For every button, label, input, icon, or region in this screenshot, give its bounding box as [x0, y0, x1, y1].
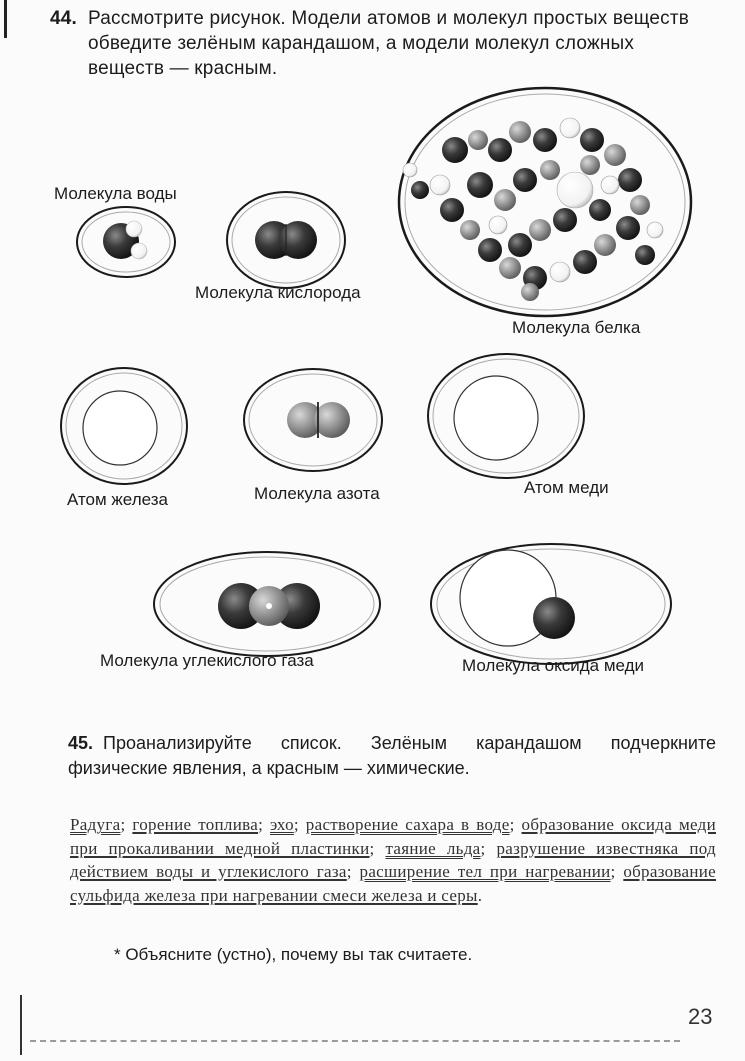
label-nitrogen-molecule: Молекула азота — [254, 484, 380, 503]
task-45-text: Проанализируйте список. Зелёным карандашом подчеркните физические явления, а красным — химические. — [68, 733, 716, 778]
task-45 — [68, 731, 716, 781]
water-molecule-model — [77, 207, 175, 277]
task-44-text: Рассмотрите рисунок. Модели атомов и молекул простых веществ обведите зелёным карандашом, а модели молекул сложных веществ — красным. — [88, 8, 690, 79]
label-protein-molecule: Молекула белка — [512, 318, 641, 337]
copper-atom-model — [428, 354, 584, 478]
label-water-molecule: Молекула воды — [54, 184, 177, 203]
explanation-note: * Объясните (устно), почему вы так считаете. — [114, 945, 473, 964]
label-oxygen-molecule: Молекула кислорода — [195, 283, 361, 302]
phenomenon-limestone-destruction: разрушение известняка под действием воды и углекислого газа — [70, 838, 716, 881]
phenomena-list: Радуга; горение топлива; эхо; растворение сахара в воде; образование оксида меди при прокаливании медной пластинки; таяние льда; разрушение известняка под действием воды и углекислого газа; расширение тел при нагревании; образование сульфида железа при нагревании смеси железа и серы. — [70, 815, 717, 905]
label-copper-oxide-molecule: Молекула оксида меди — [462, 656, 645, 675]
oxygen-molecule-model — [227, 192, 345, 288]
protein-molecule-model — [399, 88, 691, 316]
page-number: 23 — [688, 1004, 713, 1029]
label-co2-molecule: Молекула углекислого газа — [100, 651, 314, 670]
copper-oxide-molecule-model — [431, 544, 671, 664]
phenomenon-rainbow: Радуга — [70, 815, 121, 834]
iron-atom-model — [61, 368, 187, 484]
phenomenon-echo: эхо — [269, 815, 294, 834]
binding-mark-bottom — [20, 995, 22, 1055]
phenomenon-copper-oxide-formation: образование оксида меди при прокаливании медной пластинки — [70, 815, 716, 858]
phenomenon-ice-melting: таяние льда — [385, 838, 481, 858]
phenomenon-sugar-dissolving: растворение сахара в воде — [305, 815, 510, 834]
phenomenon-fuel-burning: горение топлива — [132, 815, 259, 834]
co2-molecule-model — [154, 552, 380, 656]
label-copper-atom: Атом меди — [524, 478, 609, 497]
label-iron-atom: Атом железа — [67, 490, 168, 509]
bottom-dotted-line — [30, 1040, 680, 1042]
phenomenon-iron-sulfide-formation: образование сульфида железа при нагревании смеси железа и серы — [70, 862, 717, 905]
nitrogen-molecule-model — [244, 369, 382, 471]
phenomenon-thermal-expansion: расширение тел при нагревании — [359, 862, 611, 881]
protein-atoms-cluster — [403, 118, 663, 301]
task-45-number: 45. — [68, 733, 94, 753]
task-44-number: 44. — [50, 8, 78, 29]
